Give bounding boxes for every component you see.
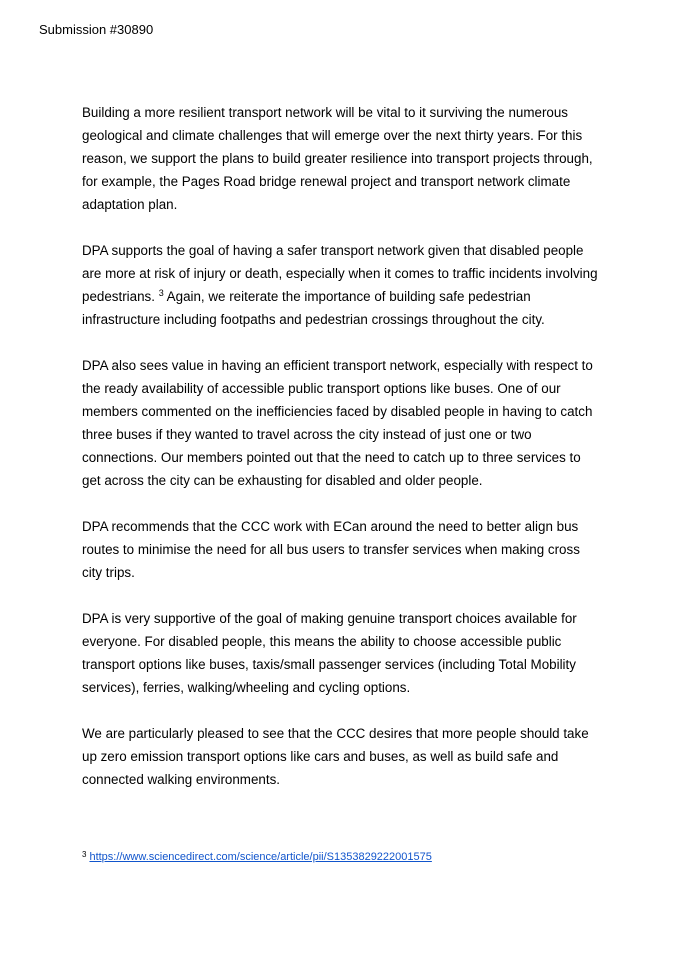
footnote-reference[interactable]: 3 xyxy=(158,288,164,298)
paragraph-efficiency: DPA also sees value in having an efficient transport network, especially with respect to the ready availability of accessible public transport options like buses. One of our members commented on the inefficiencies faced by disabled people in having to catch three buses if they wanted to travel across the city instead of just one or two connections. Our members pointed out that the need to catch up to three services to get across the city can be exhausting for disabled and older people. xyxy=(82,358,593,488)
paragraph-safety-text: DPA supports the goal of having a safer transport network given that disabled people are more at risk of injury or death, especially when it comes to traffic incidents involving pedestrians. xyxy=(82,243,598,304)
document-body xyxy=(82,101,602,814)
paragraph-resilience: Building a more resilient transport network will be vital to it surviving the numerous geological and climate challenges that will emerge over the next thirty years. For this reason, we support the plans to build greater resilience into transport projects through, for example, the Pages Road bridge renewal project and transport network climate adaptation plan. xyxy=(82,105,593,212)
paragraph-recommendation: DPA recommends that the CCC work with ECan around the need to better align bus routes to minimise the need for all bus users to transfer services when making cross city trips. xyxy=(82,519,580,580)
paragraph-safety-text-continued: Again, we reiterate the importance of building safe pedestrian infrastructure including footpaths and pedestrian crossings throughout the city. xyxy=(82,289,545,327)
footnote xyxy=(82,846,432,866)
footnote-mark: 3 xyxy=(82,850,87,859)
paragraph-safety xyxy=(82,239,602,331)
footnote-link[interactable]: https://www.sciencedirect.com/science/article/pii/S1353829222001575 xyxy=(89,851,432,863)
paragraph-zero-emission: We are particularly pleased to see that the CCC desires that more people should take up zero emission transport options like cars and buses, as well as build safe and connected walking environments. xyxy=(82,726,589,787)
submission-number: Submission #30890 xyxy=(39,22,154,37)
paragraph-transport-choices: DPA is very supportive of the goal of making genuine transport choices available for everyone. For disabled people, this means the ability to choose accessible public transport options like buses, taxis/small passenger services (including Total Mobility services), ferries, walking/wheeling and cycling options. xyxy=(82,611,577,695)
